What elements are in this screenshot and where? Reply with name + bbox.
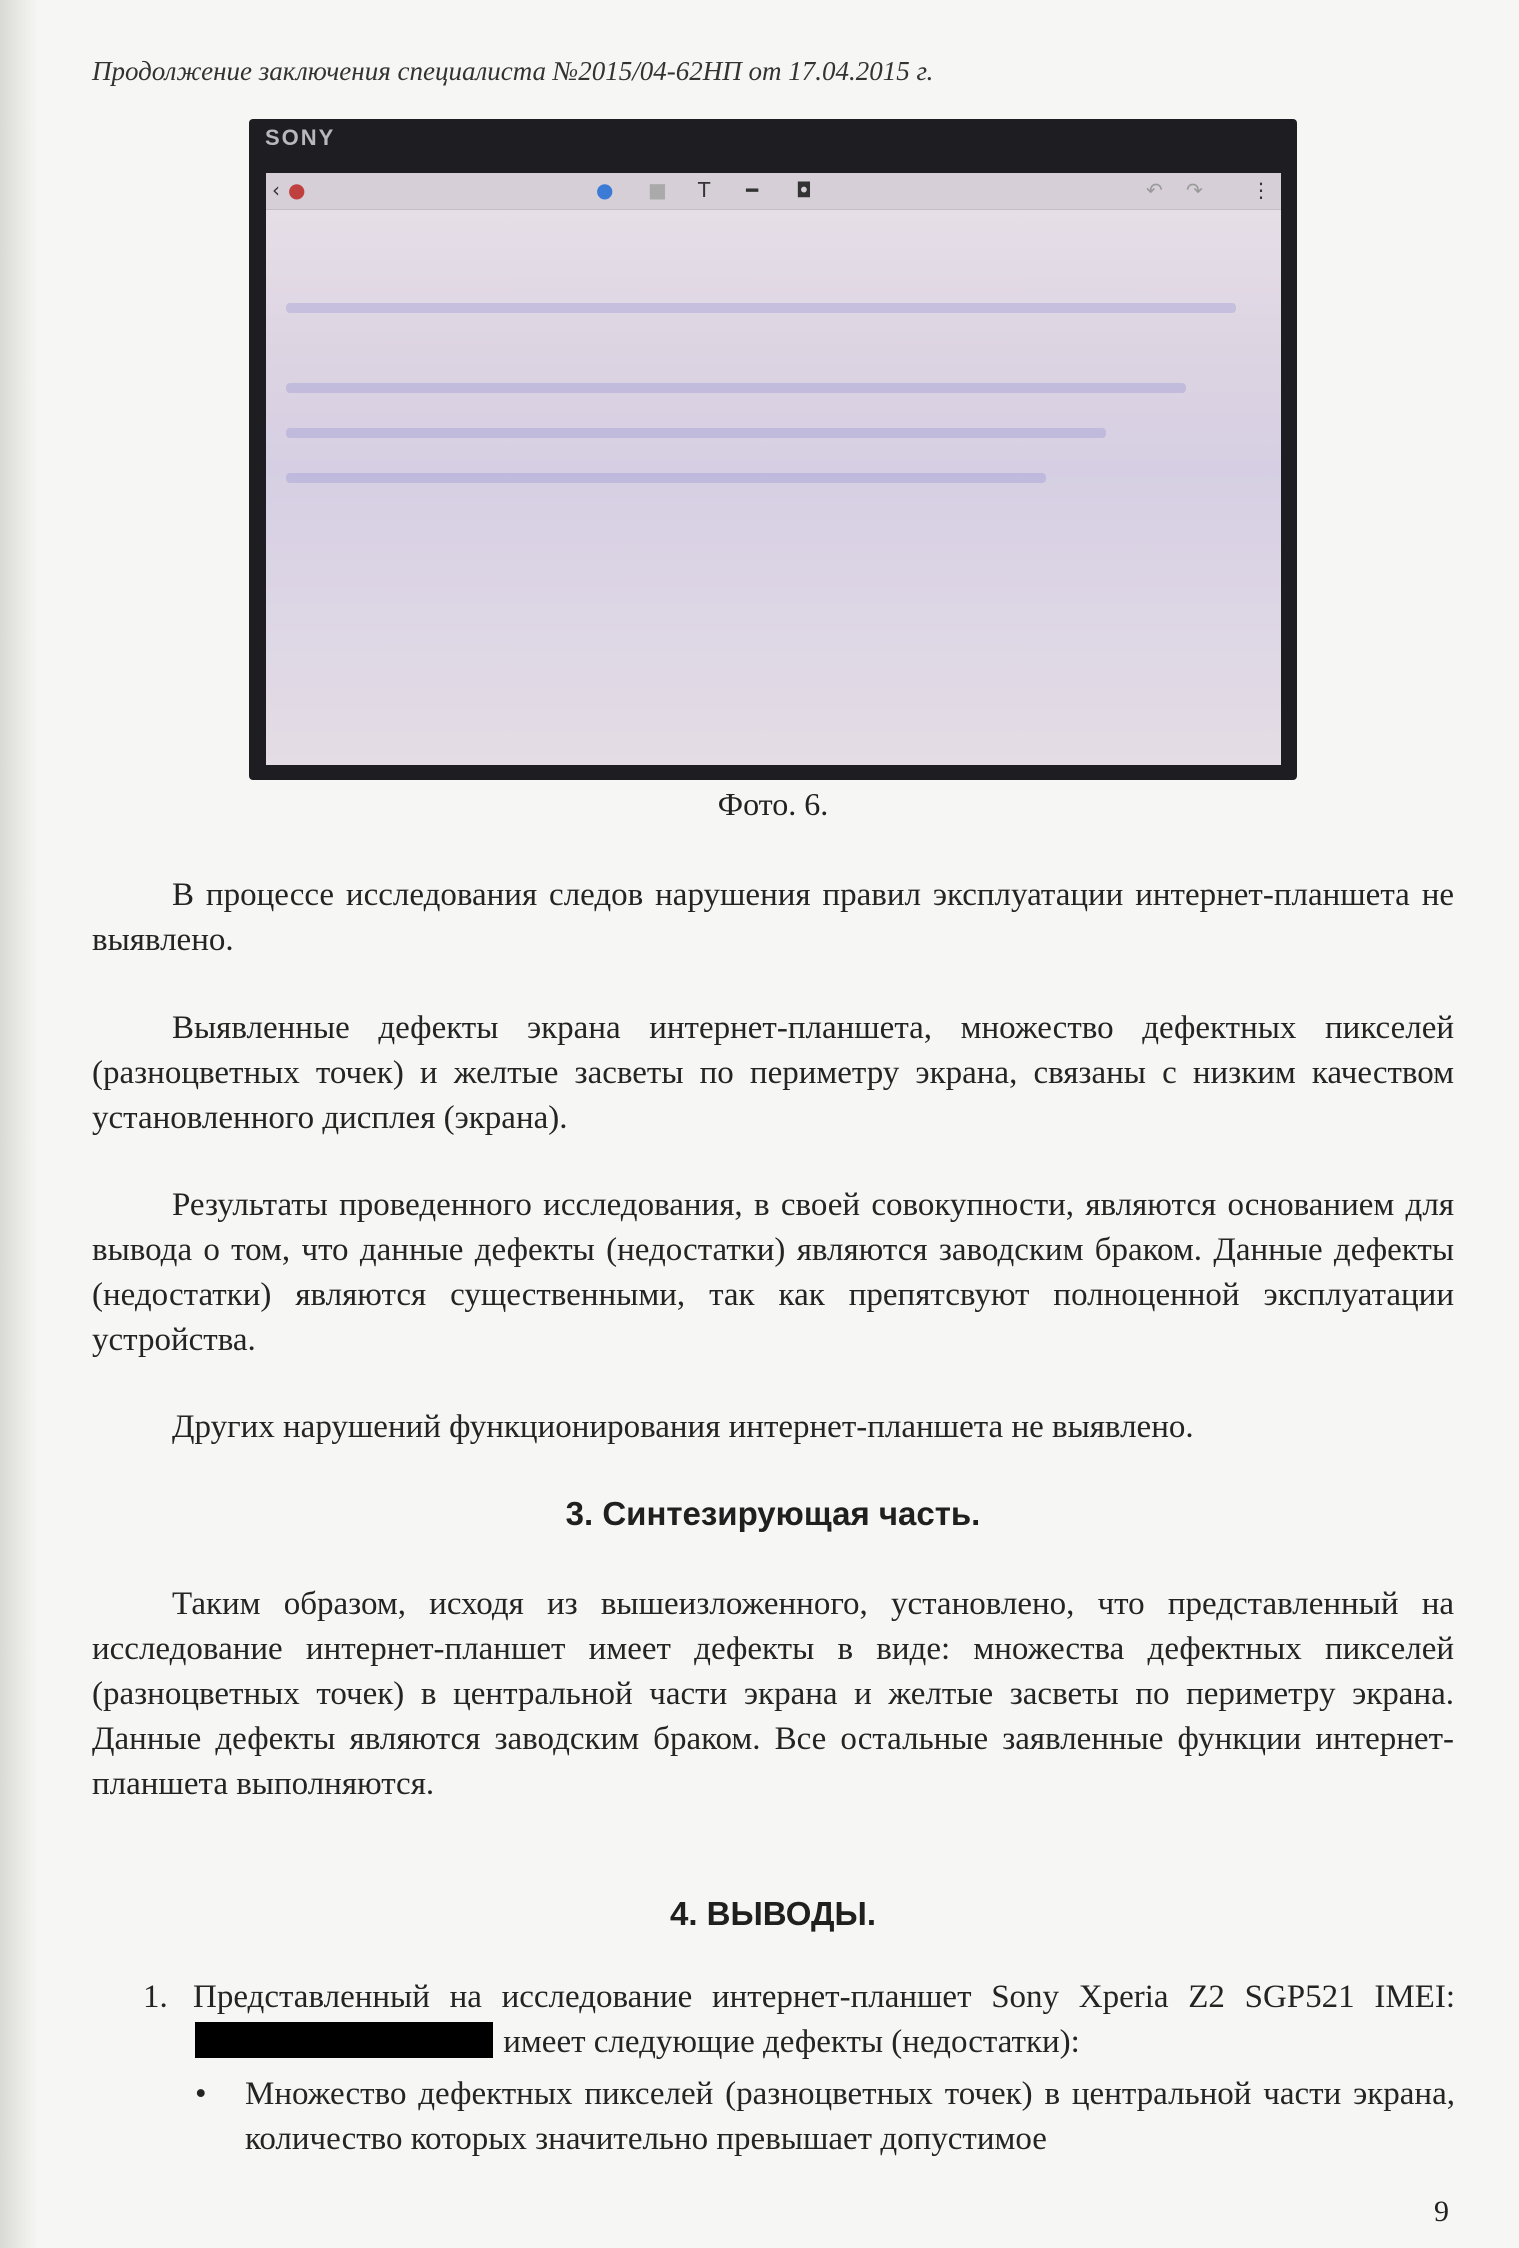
screen-defect-streak — [286, 428, 1106, 438]
page-number: 9 — [1434, 2195, 1449, 2228]
paragraph-3: Результаты проведенного исследования, в своей совокупности, являются основанием для вывода о том, что данные дефекты (недостатки) являются заводским браком. Данные дефекты (недостатки) являются существенными, так как препятсвуют полноценной эксплуатации устройства. — [92, 1187, 1454, 1358]
item-number: 1. — [143, 1979, 168, 2015]
bullet-icon: • — [195, 2076, 207, 2112]
screen-defect-streak — [286, 473, 1046, 483]
square-icon[interactable]: ■ — [648, 178, 667, 202]
undo-icon[interactable]: ↶ — [1146, 178, 1163, 202]
screen-defect-streak — [286, 303, 1236, 313]
redacted-imei-block — [195, 2022, 493, 2058]
menu-icon[interactable]: ⋮ — [1251, 178, 1271, 202]
color-picker-icon[interactable]: ● — [596, 178, 614, 202]
conclusion-item-1 — [145, 1975, 1455, 2065]
sketch-app-toolbar — [266, 173, 1281, 210]
tablet-brand-logo: SONY — [265, 125, 336, 150]
tablet-photo — [249, 119, 1297, 780]
section-3-heading: 3. Синтезирующая часть. — [565, 1495, 981, 1532]
paragraph-2: Выявленные дефекты экрана интернет-планшета, множество дефектных пикселей (разноцветных точек) и желтые засветы по периметру экрана, связаны с низким качеством установленного дисплея (экрана). — [92, 1010, 1454, 1136]
section-4-heading: 4. ВЫВОДЫ. — [669, 1895, 877, 1932]
photo-caption: Фото. 6. — [717, 786, 829, 822]
paragraph-4: Других нарушений функционирования интернет-планшета не выявлено. — [172, 1409, 1194, 1445]
redo-icon[interactable]: ↷ — [1186, 178, 1203, 202]
paragraph-1: В процессе исследования следов нарушения правил эксплуатации интернет-планшета не выявлено. — [92, 877, 1454, 958]
camera-icon[interactable]: ◘ — [796, 178, 812, 202]
page-spine-shadow — [0, 0, 38, 2248]
section-3-text: Таким образом, исходя из вышеизложенного, установлено, что представленный на исследование интернет-планшет имеет дефекты в виде: множества дефектных пикселей (разноцветных точек) в центральной части экрана и желтые засветы по периметру экрана. Данные дефекты являются заводским браком. Все остальные заявленные функции интернет-планшета выполняются. — [92, 1586, 1454, 1802]
bulb-icon[interactable]: ● — [288, 178, 306, 202]
bullet-text: Множество дефектных пикселей (разноцветных точек) в центральной части экрана, количество которых значительно превышает допустимое — [245, 2076, 1455, 2157]
item-text: Представленный на исследование интернет-планшет Sony Xperia Z2 SGP521 IMEI: имеет следующие дефекты (недостатки): — [193, 1979, 1455, 2060]
brush-icon[interactable]: ━ — [746, 178, 759, 202]
tablet-screen — [266, 173, 1281, 765]
running-header: Продолжение заключения специалиста №2015/04-62НП от 17.04.2015 г. — [92, 56, 934, 86]
text-icon[interactable]: T — [698, 178, 711, 202]
back-icon[interactable]: ‹ — [272, 178, 280, 202]
screen-defect-streak — [286, 383, 1186, 393]
conclusion-bullet-1 — [195, 2072, 1455, 2162]
